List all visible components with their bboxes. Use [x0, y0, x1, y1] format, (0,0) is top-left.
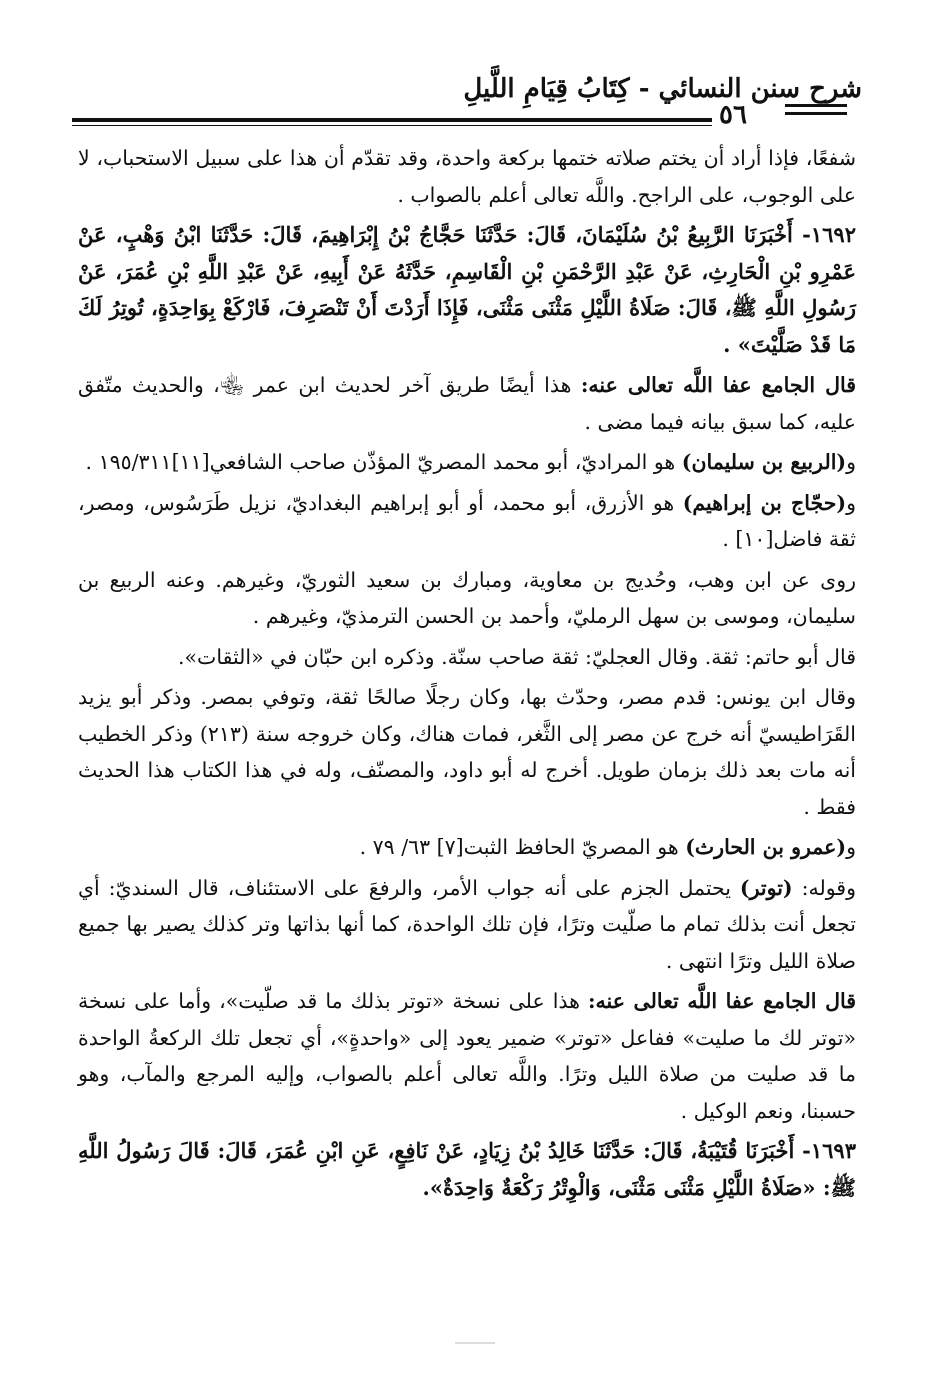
commentary-text: هذا على نسخة «توتر بذلك ما قد صلّيت»، وأما على نسخة «توتر لك ما صليت» ففاعل «توتر» ضمير يعود إلى «واحدةٍ»، أي تجعل تلك الركعةُ الواحدة ما قد صليت من صلاة الليل وترًا. واللَّه تعالى أعلم بالصواب، وإليه المرجع والمآب، وهو حسبنا، ونعم الوكيل .: [78, 989, 856, 1123]
explanation-tutir: [78, 870, 856, 980]
narrator-prefix: و: [846, 835, 856, 859]
hadith-1693: [78, 1133, 856, 1206]
narrator-prefix: و: [846, 490, 856, 515]
header-rule-thick: [72, 118, 712, 122]
paragraph-intro: [78, 140, 856, 213]
page-body: [78, 140, 856, 1210]
hadith-text: ١٦٩٣- أَخْبَرَنَا قُتَيْبَةُ، قَالَ: حَدَّثَنَا خَالِدُ بْنُ زِيَادٍ، عَنْ نَافِعٍ، عَنِ ابْنِ عُمَرَ، قَالَ: قَالَ رَسُولُ اللَّهِ ﷺ: «صَلَاةُ اللَّيْلِ مَثْنَى مَثْنَى، وَالْوِتْرُ رَكْعَةٌ وَاحِدَةٌ».: [78, 1138, 856, 1200]
page-number-dash-bottom: [785, 112, 847, 115]
page-number-dash-top: [785, 104, 847, 107]
page-header: [72, 66, 862, 130]
commentary-jami-2: [78, 983, 856, 1129]
narrator-text: هو المصريّ الحافظ الثبت[٧] ٦٣/ ٧٩ .: [359, 835, 686, 859]
paragraph-text: وقال ابن يونس: قدم مصر، وحدّث بها، وكان رجلًا صالحًا ثقة، وتوفي بمصر. وذكر أبو يزيد القَرَاطيسيّ أنه خرج عن مصر إلى الثَّغر، فمات هناك، وكان خروجه سنة (٢١٣) وذكر الخطيب أنه مات بعد ذلك بزمان طويل. أخرج له أبو داود، والمصنّف، وله في هذا الكتاب هذا الحديث فقط .: [78, 685, 856, 819]
narrator-hajjaj: [78, 485, 856, 558]
narrator-name: (عمرو بن الحارث): [685, 835, 847, 859]
narrator-hajjaj-transmitters: [78, 562, 856, 635]
footer-mark: [455, 1342, 495, 1344]
hadith-text: ١٦٩٢- أَخْبَرَنَا الرَّبِيعُ بْنُ سُلَيْمَانَ، قَالَ: حَدَّثَنَا حَجَّاجُ بْنُ إِبْرَاهِيمَ، قَالَ: حَدَّثَنَا ابْنُ وَهْبٍ، عَنْ عَمْرِو بْنِ الْحَارِثِ، عَنْ عَبْدِ الرَّحْمَنِ بْنِ الْقَاسِمِ، حَدَّثَهُ عَنْ أَبِيهِ، عَنْ عَبْدِ اللَّهِ بْنِ عُمَرَ، عَنْ رَسُولِ اللَّهِ ﷺ، قَالَ: صَلَاةُ اللَّيْلِ مَثْنَى مَثْنَى، فَإِذَا أَرَدْتَ أَنْ تَنْصَرِفَ، فَارْكَعْ بِوَاحِدَةٍ، تُوتِرُ لَكَ مَا قَدْ صَلَّيْتَ» .: [78, 222, 856, 357]
narrator-prefix: و: [846, 450, 856, 474]
header-rule-thin: [72, 125, 712, 126]
commentary-jami-1: [78, 367, 856, 440]
paragraph-text: قال أبو حاتم: ثقة. وقال العجليّ: ثقة صاحب سنّة. وذكره ابن حبّان في «الثقات».: [177, 644, 856, 669]
hadith-1692: [78, 217, 856, 363]
paragraph-text: شفعًا، فإذا أراد أن يختم صلاته ختمها بركعة واحدة، وقد تقدّم أن هذا على سبيل الاستحباب، لا على الوجوب، على الراجح. واللَّه تعالى أعلم بالصواب .: [78, 146, 856, 207]
narrator-amr: [78, 829, 856, 866]
explanation-text: يحتمل الجزم على أنه جواب الأمر، والرفعَ على الاستئناف، قال السنديّ: أي تجعل أنت بذلك تمام ما صلّيت وترًا، فإن تلك الواحدة، كما أنها بذاتها وتر كذلك يصير بها جميع صلاة الليل وترًا انتهى .: [78, 875, 856, 973]
explanation-prefix: وقوله:: [792, 875, 857, 900]
commentary-lead: قال الجامع عفا اللَّه تعالى عنه:: [580, 373, 857, 397]
narrator-text: هو الأزرق، أبو محمد، أو أبو إبراهيم البغداديّ، نزيل طَرَسُوس، ومصر، ثقة فاضل[١٠] .: [78, 490, 856, 551]
page-number: ٥٦: [719, 100, 747, 130]
narrator-name: (حجّاج بن إبراهيم): [682, 490, 847, 515]
commentary-lead: قال الجامع عفا اللَّه تعالى عنه:: [587, 989, 857, 1013]
narrator-rabi: [78, 444, 856, 481]
commentary-text: هذا أيضًا طريق آخر لحديث ابن عمر ﵄، والحديث متّفق عليه، كما سبق بيانه فيما مضى .: [78, 373, 856, 434]
explanation-term: (توتر): [739, 875, 793, 900]
paragraph-text: روى عن ابن وهب، وحُديج بن معاوية، ومبارك بن سعيد الثوريّ، وغيرهم. وعنه الربيع بن سليمان، وموسى بن سهل الرمليّ، وأحمد بن الحسن الترمذيّ، وغيرهم .: [78, 567, 856, 628]
running-title: شرح سنن النسائي - كِتَابُ قِيَامِ اللَّيلِ: [463, 74, 862, 104]
narrator-text: هو المراديّ، أبو محمد المصريّ المؤذّن صاحب الشافعي[١١]١٩٥/٣١١ .: [85, 450, 682, 474]
narrator-hajjaj-biography: [78, 679, 856, 825]
narrator-hajjaj-grading: [78, 639, 856, 676]
narrator-name: (الربيع بن سليمان): [681, 450, 847, 474]
